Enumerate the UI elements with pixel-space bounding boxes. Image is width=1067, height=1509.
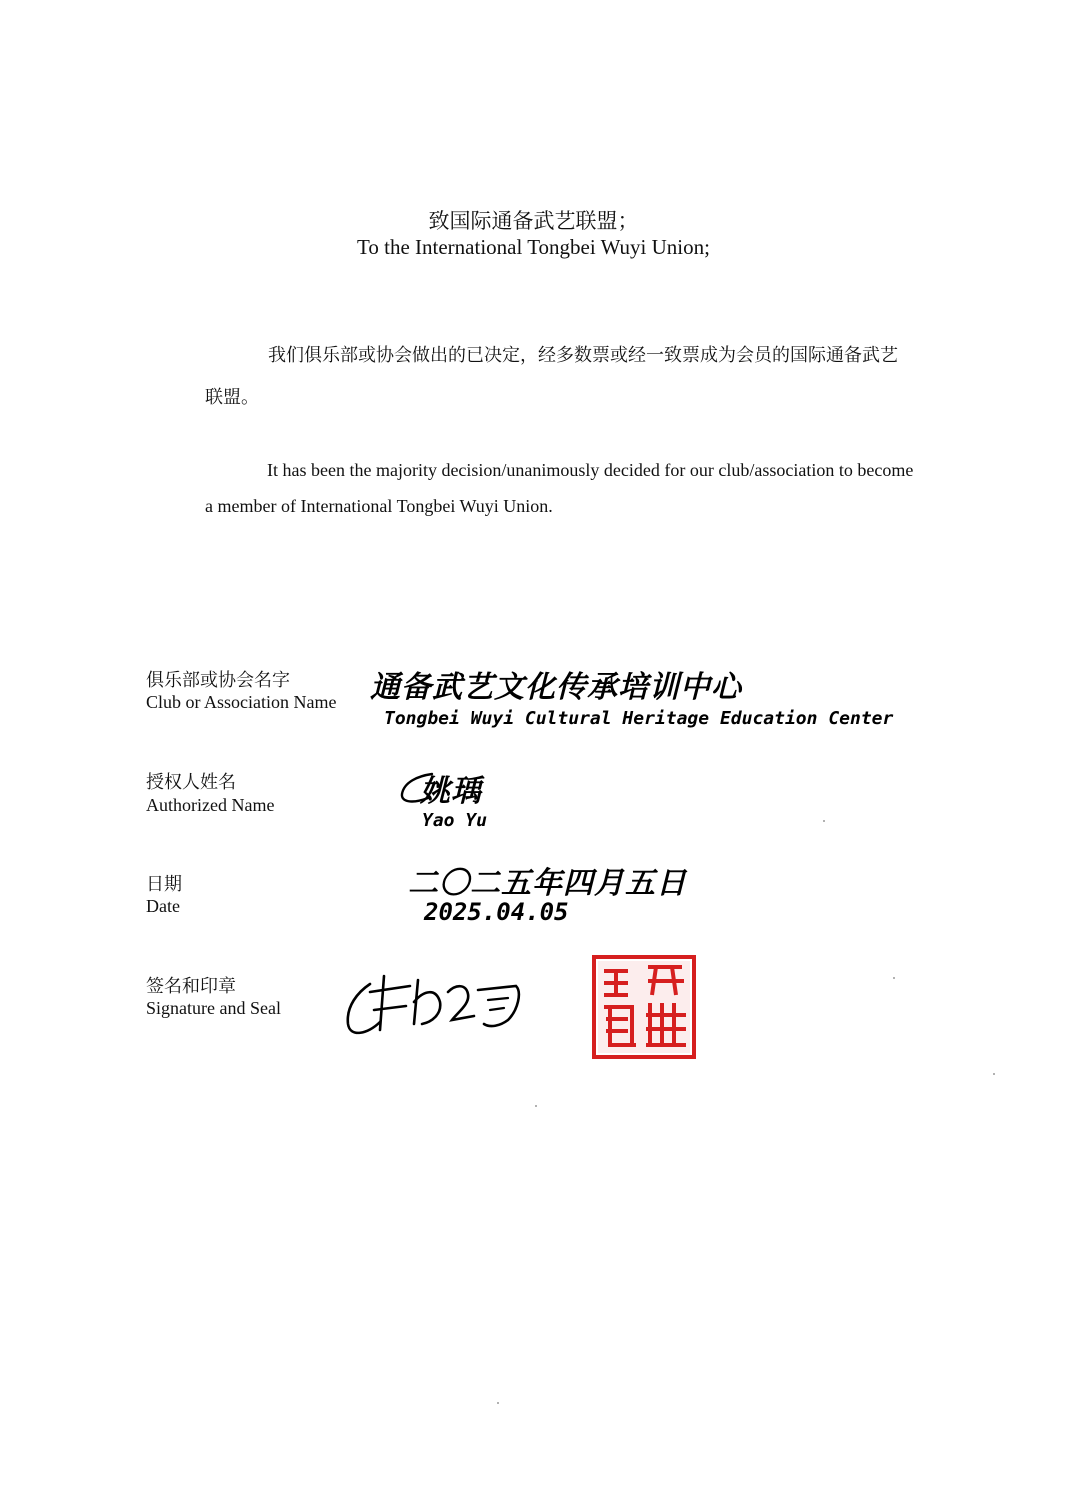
club-name-handwritten-en: Tongbei Wuyi Cultural Heritage Education Center <box>384 708 894 729</box>
authorized-label-en: Authorized Name <box>146 795 275 815</box>
authorized-name-flourish <box>398 768 438 812</box>
scan-speck <box>535 1105 537 1107</box>
paragraph-en <box>205 452 925 524</box>
paragraph-cn <box>205 335 905 419</box>
authorized-name-handwritten-cn: 姚瑀 <box>420 774 482 809</box>
handwritten-signature <box>340 962 525 1044</box>
scan-speck <box>993 1073 995 1075</box>
heading-cn: 致国际通备武艺联盟； <box>428 209 639 233</box>
date-label-en: Date <box>146 896 180 916</box>
scan-speck <box>823 820 825 822</box>
signature-label-en: Signature and Seal <box>146 998 281 1018</box>
club-label-cn: 俱乐部或协会名字 <box>146 670 290 691</box>
scan-speck <box>893 977 895 979</box>
scan-speck <box>497 1402 499 1404</box>
signature-label-cn: 签名和印章 <box>146 976 236 997</box>
paragraph-cn-text: 我们俱乐部或协会做出的已决定，经多数票或经一致票成为会员的国际通备武艺联盟。 <box>205 345 898 408</box>
date-handwritten-en: 2025.04.05 <box>424 898 569 926</box>
heading-en: To the International Tongbei Wuyi Union; <box>357 235 710 259</box>
date-handwritten-cn: 二〇二五年四月五日 <box>408 866 687 901</box>
authorized-name-handwritten-en: Yao Yu <box>422 810 488 831</box>
date-label-cn: 日期 <box>146 874 182 895</box>
authorized-label-cn: 授权人姓名 <box>146 772 236 793</box>
red-seal-stamp <box>592 955 696 1059</box>
paragraph-en-text: It has been the majority decision/unanimously decided for our club/association to become a member of International Tongbei Wuyi Union. <box>205 460 914 516</box>
club-name-handwritten-cn: 通备武艺文化传承培训中心 <box>370 670 742 705</box>
club-label-en: Club or Association Name <box>146 692 337 712</box>
